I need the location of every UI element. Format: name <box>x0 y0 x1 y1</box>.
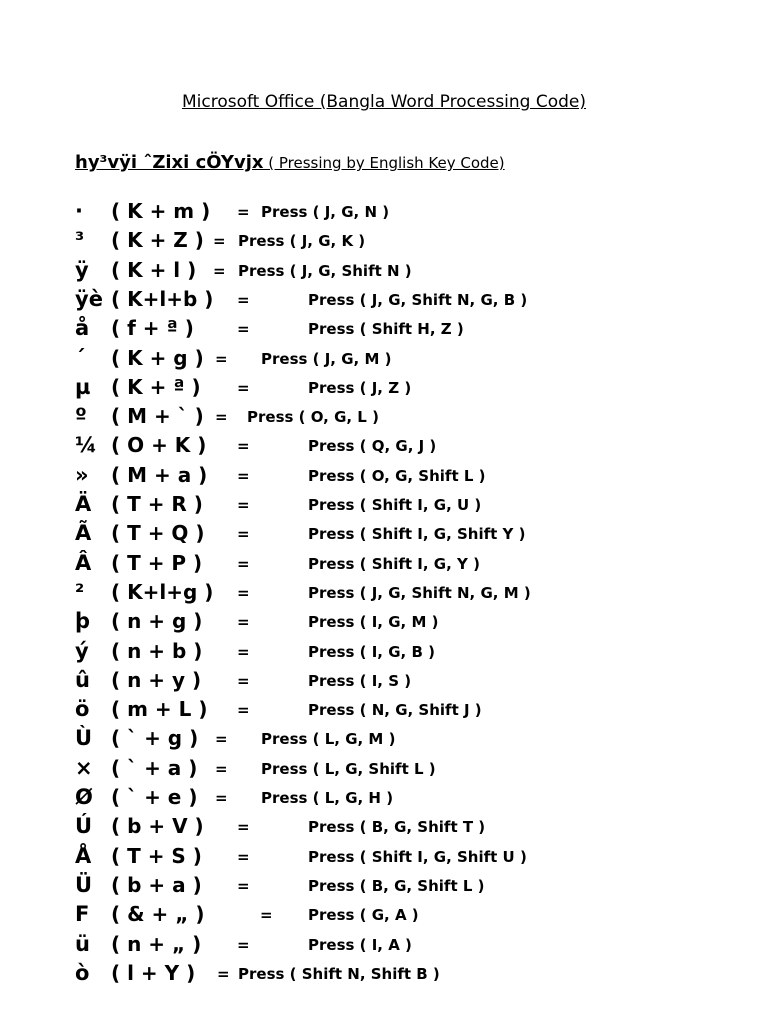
press-instruction: Press ( Shift I, G, Shift U ) <box>308 847 527 866</box>
table-row <box>75 491 765 519</box>
key-combination: ( n + b ) <box>111 638 203 663</box>
equals-sign: = <box>217 964 230 983</box>
press-instruction: Press ( J, Z ) <box>308 378 412 397</box>
equals-sign: = <box>237 378 250 397</box>
bangla-symbol: Ù <box>75 726 93 751</box>
bangla-symbol: þ <box>75 609 91 634</box>
key-combination: ( M + a ) <box>111 462 208 487</box>
subtitle-note: ( Pressing by English Key Code) <box>263 154 505 172</box>
table-row <box>75 550 765 578</box>
table-row <box>75 403 765 431</box>
press-instruction: Press ( O, G, Shift L ) <box>308 466 486 485</box>
table-row <box>75 286 765 314</box>
equals-sign: = <box>237 818 250 837</box>
equals-sign: = <box>215 789 228 807</box>
press-instruction: Press ( O, G, L ) <box>247 408 379 427</box>
bangla-symbol: ý <box>75 638 89 663</box>
press-instruction: Press ( I, A ) <box>308 935 412 954</box>
press-instruction: Press ( J, G, Shift N ) <box>238 261 412 280</box>
bangla-symbol: ü <box>75 931 90 956</box>
press-instruction: Press ( Shift H, Z ) <box>308 320 464 339</box>
bangla-symbol: å <box>75 316 90 341</box>
press-instruction: Press ( J, G, K ) <box>238 232 366 251</box>
key-combination: ( K+l+g ) <box>111 579 214 604</box>
key-combination: ( ` + a ) <box>111 755 198 780</box>
key-combination: ( b + V ) <box>111 814 204 839</box>
key-combination: ( M + ` ) <box>111 404 204 429</box>
key-combination: ( ` + e ) <box>111 785 198 809</box>
equals-sign: = <box>215 759 228 778</box>
key-combination: ( ` + g ) <box>111 726 199 751</box>
table-row <box>75 696 765 724</box>
equals-sign: = <box>260 906 273 925</box>
press-instruction: Press ( G, A ) <box>308 906 419 925</box>
bangla-symbol: Å <box>75 843 92 868</box>
table-row <box>75 755 765 783</box>
bangla-symbol: Ã <box>75 521 92 546</box>
bangla-symbol: Â <box>75 550 92 575</box>
key-combination: ( O + K ) <box>111 433 207 458</box>
equals-sign: = <box>237 613 250 632</box>
key-combination: ( K + l ) <box>111 257 197 282</box>
equals-sign: = <box>215 349 228 368</box>
equals-sign: = <box>237 496 250 514</box>
key-combination: ( K + g ) <box>111 345 204 370</box>
bangla-symbol: ´ <box>75 345 86 370</box>
equals-sign: = <box>237 701 250 720</box>
press-instruction: Press ( Shift I, G, Y ) <box>308 554 480 573</box>
equals-sign: = <box>237 203 250 221</box>
subtitle-bangla: hy³vÿi ˆZixi cÖYvjx <box>75 152 264 173</box>
press-instruction: Press ( J, G, N ) <box>261 203 390 221</box>
key-combination: ( T + S ) <box>111 843 202 868</box>
table-row <box>75 960 765 988</box>
bangla-symbol: Ú <box>75 814 93 839</box>
key-combination: ( n + g ) <box>111 609 203 634</box>
equals-sign: = <box>237 320 250 339</box>
table-row <box>75 813 765 841</box>
bangla-symbol: » <box>75 462 89 487</box>
table-row <box>75 227 765 255</box>
equals-sign: = <box>237 554 250 573</box>
press-instruction: Press ( N, G, Shift J ) <box>308 701 482 720</box>
press-instruction: Press ( J, G, Shift N, G, M ) <box>308 583 531 602</box>
bangla-symbol: ÿè <box>75 286 103 311</box>
equals-sign: = <box>237 847 250 866</box>
table-row <box>75 579 765 607</box>
table-row <box>75 931 765 959</box>
bangla-symbol: ³ <box>75 228 85 253</box>
equals-sign: = <box>213 232 226 251</box>
bangla-symbol: ÿ <box>75 257 89 282</box>
table-row <box>75 198 765 226</box>
equals-sign: = <box>237 642 250 661</box>
table-row <box>75 667 765 695</box>
bangla-symbol: ò <box>75 960 90 985</box>
equals-sign: = <box>213 261 226 280</box>
table-row <box>75 843 765 871</box>
subtitle <box>75 152 505 173</box>
key-combination: ( T + R ) <box>111 492 203 516</box>
bangla-symbol: F <box>75 902 90 927</box>
table-row <box>75 374 765 402</box>
key-combination: ( n + „ ) <box>111 931 202 956</box>
table-row <box>75 784 765 812</box>
key-combination: ( b + a ) <box>111 872 202 897</box>
table-row <box>75 725 765 753</box>
press-instruction: Press ( Shift I, G, U ) <box>308 496 482 514</box>
table-row <box>75 462 765 490</box>
equals-sign: = <box>237 290 250 309</box>
bangla-symbol: º <box>75 404 87 429</box>
key-combination: ( n + y ) <box>111 667 202 692</box>
press-instruction: Press ( I, S ) <box>308 671 412 690</box>
table-row <box>75 608 765 636</box>
table-row <box>75 872 765 900</box>
press-instruction: Press ( B, G, Shift L ) <box>308 876 485 895</box>
equals-sign: = <box>237 876 250 895</box>
press-instruction: Press ( L, G, H ) <box>261 789 394 807</box>
bangla-symbol: Ä <box>75 492 92 516</box>
bangla-symbol: µ <box>75 374 91 399</box>
press-instruction: Press ( L, G, M ) <box>261 730 396 749</box>
key-combination: ( K + Z ) <box>111 228 204 253</box>
table-row <box>75 345 765 373</box>
bangla-symbol: û <box>75 667 90 692</box>
bangla-symbol: Ø <box>75 785 93 809</box>
press-instruction: Press ( J, G, Shift N, G, B ) <box>308 290 528 309</box>
equals-sign: = <box>237 583 250 602</box>
bangla-symbol: × <box>75 755 93 780</box>
equals-sign: = <box>237 525 250 544</box>
press-instruction: Press ( J, G, M ) <box>261 349 392 368</box>
page-title: Microsoft Office (Bangla Word Processing Code) <box>181 92 587 112</box>
press-instruction: Press ( L, G, Shift L ) <box>261 759 436 778</box>
table-row <box>75 257 765 285</box>
key-combination: ( T + Q ) <box>111 521 205 546</box>
key-combination: ( & + „ ) <box>111 902 205 927</box>
key-combination: ( K + ª ) <box>111 374 201 399</box>
key-combination: ( l + Y ) <box>111 960 196 985</box>
bangla-symbol: ö <box>75 697 90 722</box>
press-instruction: Press ( Shift N, Shift B ) <box>238 964 440 983</box>
equals-sign: = <box>215 408 228 427</box>
equals-sign: = <box>215 730 228 749</box>
bangla-symbol: ² <box>75 579 85 604</box>
equals-sign: = <box>237 935 250 954</box>
key-combination: ( K+l+b ) <box>111 286 214 311</box>
table-row <box>75 315 765 343</box>
press-instruction: Press ( Shift I, G, Shift Y ) <box>308 525 526 544</box>
press-instruction: Press ( I, G, B ) <box>308 642 435 661</box>
table-row <box>75 432 765 460</box>
table-row <box>75 638 765 666</box>
bangla-symbol: Ü <box>75 872 93 897</box>
table-row <box>75 901 765 929</box>
key-combination: ( f + ª ) <box>111 316 194 341</box>
bangla-symbol: · <box>75 199 83 223</box>
key-combination: ( m + L ) <box>111 697 208 722</box>
press-instruction: Press ( B, G, Shift T ) <box>308 818 486 837</box>
bangla-symbol: ¼ <box>75 433 97 458</box>
key-combination: ( K + m ) <box>111 199 211 223</box>
equals-sign: = <box>237 437 250 456</box>
press-instruction: Press ( Q, G, J ) <box>308 437 437 456</box>
press-instruction: Press ( I, G, M ) <box>308 613 439 632</box>
equals-sign: = <box>237 671 250 690</box>
equals-sign: = <box>237 466 250 485</box>
table-row <box>75 520 765 548</box>
key-combination: ( T + P ) <box>111 550 203 575</box>
